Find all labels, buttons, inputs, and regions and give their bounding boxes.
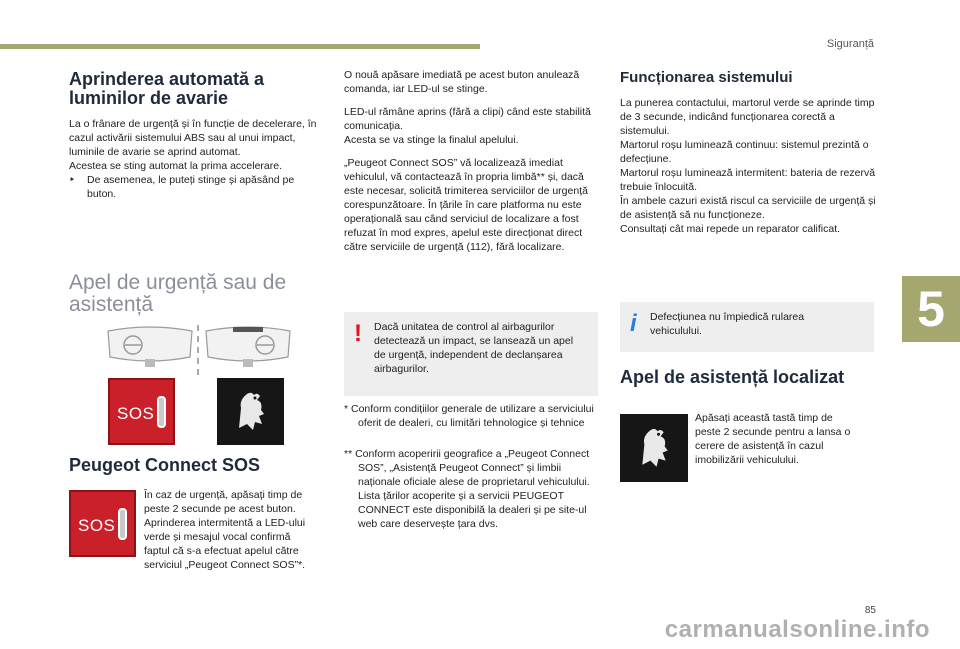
- info-box: [620, 302, 874, 352]
- page-number: 85: [864, 605, 876, 616]
- connect-text: În caz de urgență, apăsați timp de peste 2 secunde pe acest buton.: [144, 489, 303, 515]
- sos-led-indicator: [157, 396, 166, 428]
- divider-dashed: [197, 325, 199, 375]
- system-text-2: Martorul roșu luminează continuu: sistemul prezintă o defecțiune.: [620, 139, 869, 165]
- assist-title: Apel de asistență localizat: [620, 367, 845, 387]
- led-steady-text: LED-ul rămâne aprins (fără a clipi) când este stabilită comunicația.: [344, 106, 591, 132]
- hazard-text: La o frânare de urgență și în funcție de decelerare, în cazul activării sistemului ABS sau al unui impact, luminile de avarie se aprind automat.: [69, 118, 317, 158]
- system-text-4: În ambele cazuri există riscul ca serviciile de urgență și de asistență să nu funcționeze.: [620, 195, 876, 221]
- chapter-tab: 5: [902, 276, 960, 342]
- sos-button-small[interactable]: [69, 490, 136, 557]
- assistance-button-small[interactable]: [620, 414, 688, 482]
- system-body: [620, 96, 876, 236]
- footnote-2b: Lista țărilor acoperite și a servicii PEUGEOT CONNECT este disponibilă la dealeri și pe site-ul web care deservește țara dvs.: [358, 490, 587, 530]
- footnote-1: * Conform condițiilor generale de utilizare a serviciului oferit de dealeri, cu limitări tehnologice și tehnice: [344, 403, 594, 429]
- assistance-button[interactable]: [217, 378, 284, 445]
- airbag-warning-box: [344, 312, 598, 396]
- hazard-text-2: Acestea se sting automat la prima accelerare.: [69, 160, 283, 172]
- arrow-bullet-icon: ‣: [69, 174, 76, 186]
- localization-text: „Peugeot Connect SOS” vă localizează imediat vehiculul, vă contactează în propria limbă** și, dacă este necesar, solicită trimiterea serviciilor de urgență corespunzătoare. În țările în care platforma nu este operațională sau când serviciul de localizare a fost refuzat în mod expres, apelul este direcționat direct către serviciile de urgență (112), fără localizare.: [344, 157, 588, 253]
- connect-body: [144, 488, 319, 572]
- system-text: La punerea contactului, martorul verde se aprinde timp de 3 secunde, indicând funcționarea corectă a sistemului.: [620, 97, 875, 137]
- sos-button-small-label: SOS: [78, 516, 116, 535]
- peugeot-lion-icon: [217, 378, 284, 445]
- assist-text: Apăsați această tastă timp de peste 2 secunde pentru a lansa o cerere de asistență în cazul imobilizării vehiculului.: [695, 412, 851, 466]
- hazard-body: [69, 117, 324, 201]
- info-text: Defecțiunea nu împiedică rularea vehiculului.: [650, 311, 805, 337]
- sos-button[interactable]: [108, 378, 175, 445]
- hazard-bullet-text: De asemenea, le puteți stinge și apăsând pe buton.: [87, 174, 295, 200]
- connect-text-2: Aprinderea intermitentă a LED-ului verde și mesajul vocal confirmă faptul că s-a efectuat apelul către serviciul „Peugeot Connect SOS”*.: [144, 517, 306, 571]
- system-text-3: Martorul roșu luminează intermitent: bateria de rezervă trebuie înlocuită.: [620, 167, 876, 193]
- footnote-2: ** Conform acoperirii geografice a „Peugeot Connect SOS”, „Asistență Peugeot Connect” și limbii naționale oficiale alese de proprietarul vehiculului.: [344, 448, 590, 488]
- system-title: Funcționarea sistemului: [620, 69, 793, 86]
- sos-button-label: SOS: [117, 404, 155, 423]
- cancel-text: O nouă apăsare imediată pe acest buton anulează comanda, iar LED-ul se stinge.: [344, 69, 580, 95]
- hazard-title: Aprinderea automată a luminilor de avarie: [69, 69, 265, 108]
- info-icon: i: [630, 310, 637, 337]
- hazard-bullet: [69, 173, 324, 201]
- section-title: Siguranță: [826, 38, 874, 50]
- peugeot-lion-icon-small: [620, 414, 688, 482]
- overhead-console-left-illustration: [105, 325, 195, 370]
- system-text-5: Consultați cât mai repede un reparator calificat.: [620, 223, 841, 235]
- led-off-text: Acesta se va stinge la finalul apelului.: [344, 134, 519, 146]
- airbag-warning-text: Dacă unitatea de control al airbagurilor detectează un impact, se lansează un apel de urgență, independent de declanșarea airbagurilor.: [374, 321, 574, 375]
- header-accent-bar: [0, 44, 480, 49]
- sos-led-indicator-small: [118, 508, 127, 540]
- warning-icon: !: [354, 320, 362, 347]
- watermark: carmanualsonline.info: [664, 616, 930, 643]
- col2-body: [344, 68, 594, 254]
- overhead-console-right-illustration: [203, 325, 293, 370]
- connect-title: Peugeot Connect SOS: [69, 455, 261, 475]
- emergency-title: Apel de urgență sau de asistență: [69, 271, 287, 316]
- footnotes: [344, 402, 594, 531]
